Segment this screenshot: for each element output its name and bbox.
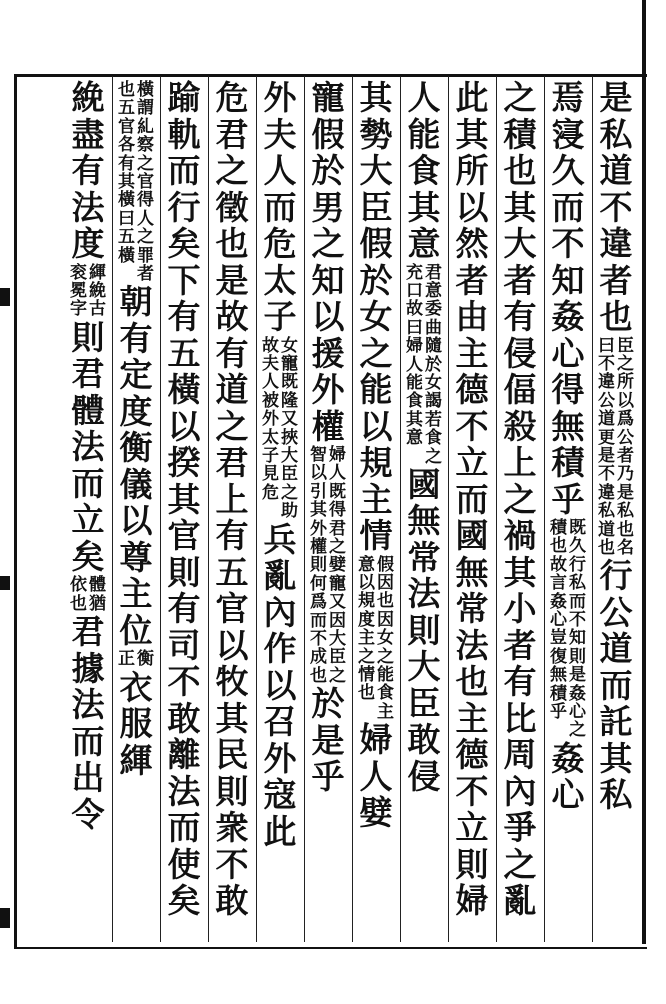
- text-column: [112, 80, 160, 940]
- commentary-line: 也 五 官 各 有 其 橫 曰 五 橫: [118, 80, 135, 266]
- main-text: 人 能 食 其 意: [407, 78, 441, 263]
- commentary-note: [262, 337, 298, 521]
- text-column: [304, 80, 352, 940]
- commentary-line: 充 口 故 曰 婦 人 能 食 其 意: [406, 262, 423, 449]
- main-text: 姦 心: [551, 738, 585, 815]
- column-rule: [208, 76, 209, 942]
- commentary-line: 體 猶: [89, 575, 106, 614]
- edge-mark: [0, 288, 10, 306]
- commentary-note: [118, 650, 154, 668]
- right-margin-rule: [642, 0, 646, 944]
- commentary-line: 故 夫 人 被 外 太 子 見 危: [262, 335, 279, 503]
- commentary-line: 婦 人 既 得 君 之 嬖 寵 又 因 大 臣 之: [329, 445, 346, 686]
- commentary-line: 緷 絻 古: [89, 262, 106, 320]
- main-text: 危 君 之 徵 也 是 故 有 道 之 君 上 有 五 官 以 牧 其 民 則 衆 不 敢: [215, 78, 249, 920]
- commentary-line: 橫 謂 糺 察 之 官 得 人 之 罪 者: [137, 80, 154, 285]
- column-rule: [544, 76, 545, 942]
- text-column: [256, 80, 304, 940]
- commentary-note: [406, 264, 442, 466]
- commentary-line: 女 寵 既 隆 又 挾 大 臣 之 助: [281, 335, 298, 522]
- edge-mark: [0, 576, 10, 590]
- main-text: 君 據 法 而 出 令: [71, 612, 105, 834]
- text-column: [64, 80, 112, 940]
- commentary-note: [310, 446, 346, 685]
- column-rule: [112, 76, 113, 942]
- main-text: 行 公 道 而 託 其 私: [599, 556, 633, 815]
- commentary-line: 假 因 也 因 女 之 能 食 主: [377, 554, 394, 722]
- text-column: [592, 80, 640, 940]
- commentary-line: 臣 之 所 以 爲 公 者 乃 是 私 也 名: [617, 335, 634, 558]
- commentary-note: [358, 556, 394, 722]
- column-rule: [592, 76, 593, 942]
- text-column: [400, 80, 448, 940]
- main-text: 踰 軌 而 行 矣 下 有 五 橫 以 揆 其 官 則 有 司 不 敢 離 法 而 使 矣: [167, 78, 201, 920]
- main-text: 其 勢 大 臣 假 於 女 之 能 以 規 主 情: [359, 78, 393, 555]
- main-text: 此 其 所 以 然 者 由 主 德 不 立 而 國 無 常 法 也 主 德 不 立 則 婦: [455, 78, 489, 920]
- column-rule: [160, 76, 161, 942]
- main-text: 則 君 體 法 而 立 矣: [71, 317, 105, 576]
- commentary-note: [550, 519, 586, 740]
- column-rule: [448, 76, 449, 942]
- commentary-line: 衡: [137, 649, 154, 670]
- commentary-line: 正: [118, 649, 135, 670]
- commentary-note: [70, 264, 106, 319]
- commentary-line: 積 也 故 言 姦 心 豈 復 無 積 乎: [550, 518, 567, 723]
- commentary-note: [118, 81, 154, 283]
- column-rule: [400, 76, 401, 942]
- text-column: [496, 80, 544, 940]
- main-text: 寵 假 於 男 之 知 以 援 外 權: [311, 78, 345, 446]
- main-text: 絻 盡 有 法 度: [71, 78, 105, 263]
- main-text: 之 積 也 其 大 者 有 侵 偪 殺 上 之 禍 其 小 者 有 比 周 內 爭 之 亂: [503, 78, 537, 920]
- commentary-line: 既 久 行 私 而 不 知 則 是 姦 心 之: [569, 518, 586, 741]
- main-text: 於 是 乎: [311, 684, 345, 797]
- commentary-line: 君 意 委 曲 隨 於 女 謁 若 食 之: [425, 262, 442, 467]
- main-text: 外 夫 人 而 危 太 子: [263, 78, 297, 336]
- main-text: 兵 亂 內 作 以 召 外 寇 此: [263, 519, 297, 851]
- main-text: 焉 寖 久 而 不 知 姦 心 得 無 積 乎: [551, 78, 585, 519]
- column-rule: [304, 76, 305, 942]
- commentary-note: [70, 576, 106, 613]
- commentary-note: [598, 337, 634, 558]
- column-rule: [256, 76, 257, 942]
- main-text: 是 私 道 不 違 者 也: [599, 78, 633, 336]
- commentary-line: 曰 不 違 公 道 更 是 不 違 私 道 也: [598, 335, 615, 558]
- main-text: 朝 有 定 度 衡 儀 以 尊 主 位: [119, 282, 153, 650]
- commentary-line: 智 以 引 其 外 權 則 何 爲 而 不 成 也: [310, 445, 327, 686]
- column-rule: [352, 76, 353, 942]
- edge-mark: [0, 908, 10, 928]
- main-text: 婦 人 嬖: [359, 720, 393, 833]
- text-column: [544, 80, 592, 940]
- text-column: [208, 80, 256, 940]
- main-text: 衣 服 緷: [119, 667, 153, 780]
- commentary-line: 衮 冕 字: [70, 262, 87, 320]
- main-text: 國 無 常 法 則 大 臣 敢 侵: [407, 464, 441, 796]
- text-column: [160, 80, 208, 940]
- commentary-line: 依 也: [70, 575, 87, 614]
- column-rule: [496, 76, 497, 942]
- text-column: [448, 80, 496, 940]
- text-column: [352, 80, 400, 940]
- commentary-line: 意 以 規 度 主 之 情 也: [358, 554, 375, 704]
